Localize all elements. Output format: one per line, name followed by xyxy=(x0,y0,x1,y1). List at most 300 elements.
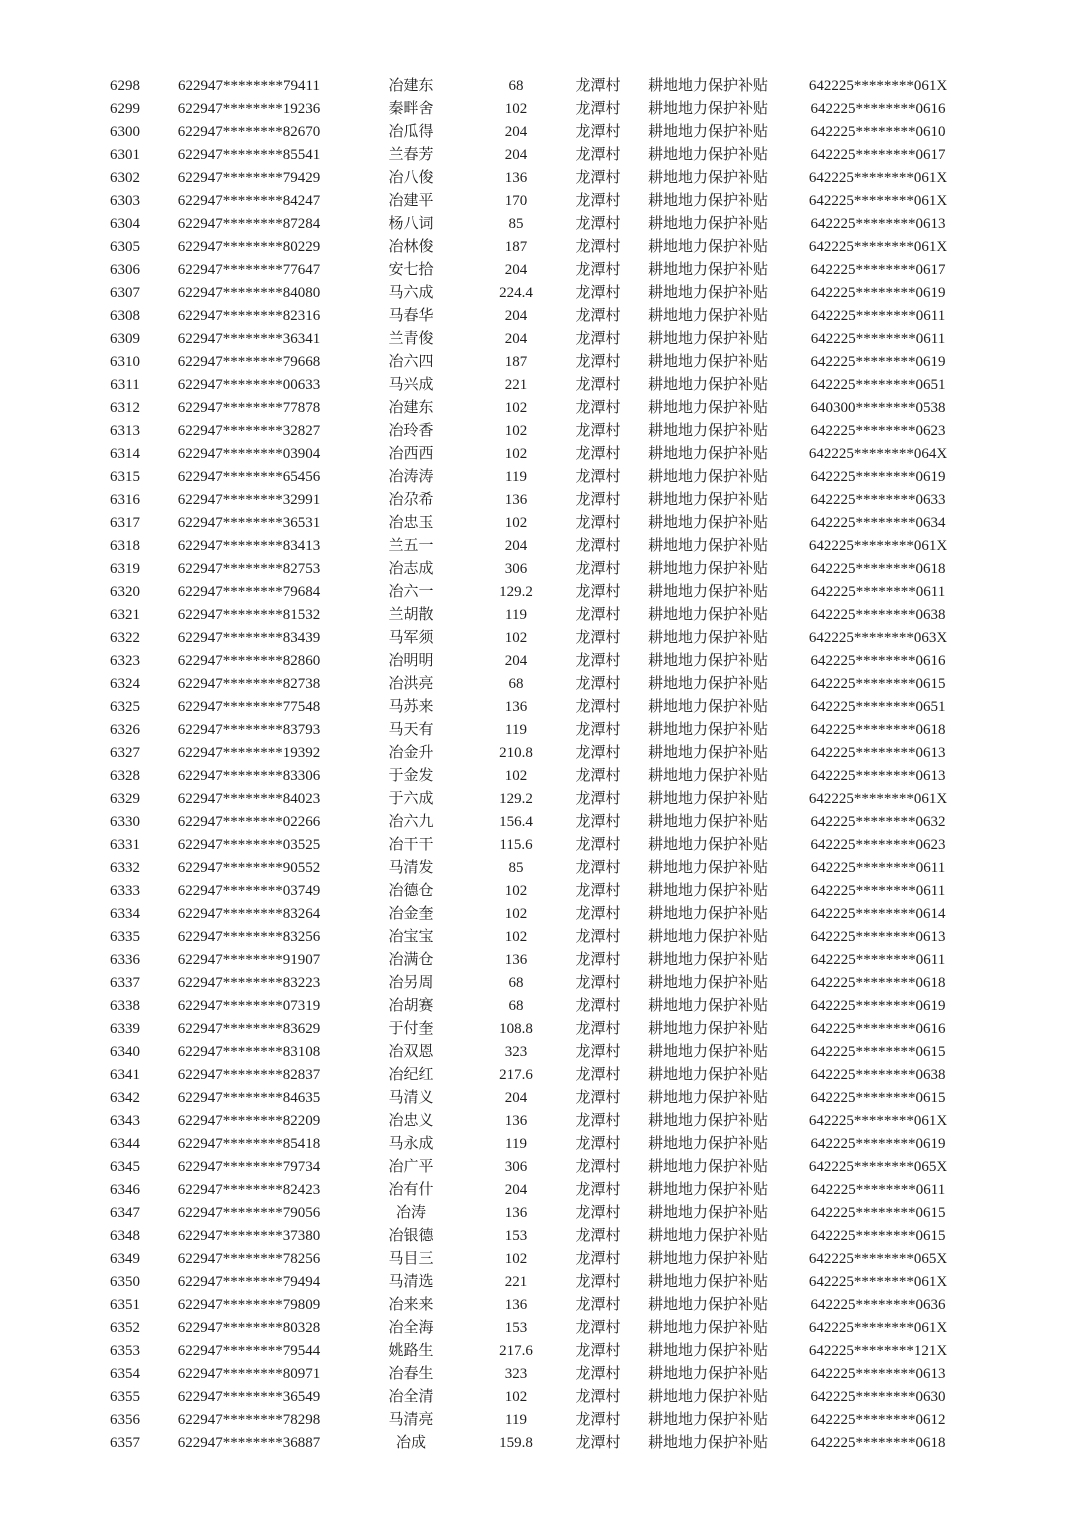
cell-village: 龙潭村 xyxy=(575,1389,621,1405)
cell-amount: 204 xyxy=(504,1090,528,1106)
cell-id-number: 642225********061X xyxy=(808,193,948,209)
table-row xyxy=(95,213,983,236)
cell-account-number: 622947********79056 xyxy=(177,1205,321,1221)
cell-village: 龙潭村 xyxy=(575,1320,621,1336)
cell-serial: 6349 xyxy=(110,1251,140,1267)
cell-name: 冶建东 xyxy=(388,400,434,416)
cell-serial: 6338 xyxy=(110,998,140,1014)
cell-serial: 6337 xyxy=(110,975,140,991)
cell-village: 龙潭村 xyxy=(575,929,621,945)
cell-account-number: 622947********82670 xyxy=(177,124,321,140)
table-row xyxy=(95,98,983,121)
cell-amount: 159.8 xyxy=(499,1435,533,1451)
cell-village: 龙潭村 xyxy=(575,883,621,899)
cell-serial: 6324 xyxy=(110,676,140,692)
cell-serial: 6346 xyxy=(110,1182,140,1198)
table-row xyxy=(95,397,983,420)
cell-serial: 6351 xyxy=(110,1297,140,1313)
cell-name: 兰青俊 xyxy=(388,331,434,347)
cell-account-number: 622947********03749 xyxy=(177,883,321,899)
table-row xyxy=(95,903,983,926)
cell-subsidy-type: 耕地地力保护补贴 xyxy=(647,929,768,945)
cell-account-number: 622947********19392 xyxy=(177,745,321,761)
cell-name: 冶六一 xyxy=(388,584,434,600)
cell-id-number: 642225********0617 xyxy=(810,147,946,163)
table-row xyxy=(95,1087,983,1110)
cell-id-number: 642225********0614 xyxy=(810,906,946,922)
cell-amount: 136 xyxy=(504,170,528,186)
cell-serial: 6313 xyxy=(110,423,140,439)
cell-account-number: 622947********84080 xyxy=(177,285,321,301)
table-row xyxy=(95,282,983,305)
cell-id-number: 642225********061X xyxy=(808,1113,948,1129)
cell-subsidy-type: 耕地地力保护补贴 xyxy=(647,768,768,784)
cell-subsidy-type: 耕地地力保护补贴 xyxy=(647,446,768,462)
cell-name: 冶六四 xyxy=(388,354,434,370)
cell-name: 冶纪红 xyxy=(388,1067,434,1083)
cell-name: 冶忠义 xyxy=(388,1113,434,1129)
cell-id-number: 642225********0630 xyxy=(810,1389,946,1405)
table-row xyxy=(95,949,983,972)
cell-amount: 68 xyxy=(508,78,524,94)
table-row xyxy=(95,1294,983,1317)
cell-account-number: 622947********78256 xyxy=(177,1251,321,1267)
cell-subsidy-type: 耕地地力保护补贴 xyxy=(647,538,768,554)
cell-id-number: 642225********0618 xyxy=(810,561,946,577)
cell-serial: 6339 xyxy=(110,1021,140,1037)
cell-subsidy-type: 耕地地力保护补贴 xyxy=(647,860,768,876)
cell-amount: 323 xyxy=(504,1366,528,1382)
cell-name: 冶涛 xyxy=(395,1205,426,1221)
cell-id-number: 642225********0615 xyxy=(810,1044,946,1060)
cell-amount: 119 xyxy=(505,469,527,485)
cell-account-number: 622947********91907 xyxy=(177,952,321,968)
table-row xyxy=(95,1363,983,1386)
subsidy-grant-table xyxy=(95,75,983,1455)
cell-account-number: 622947********03525 xyxy=(177,837,321,853)
cell-village: 龙潭村 xyxy=(575,193,621,209)
cell-account-number: 622947********36531 xyxy=(177,515,321,531)
cell-id-number: 640300********0538 xyxy=(810,400,946,416)
cell-village: 龙潭村 xyxy=(575,147,621,163)
table-row xyxy=(95,190,983,213)
cell-account-number: 622947********79734 xyxy=(177,1159,321,1175)
cell-account-number: 622947********79411 xyxy=(178,78,320,94)
table-row xyxy=(95,512,983,535)
cell-amount: 187 xyxy=(504,354,528,370)
cell-subsidy-type: 耕地地力保护补贴 xyxy=(647,1274,768,1290)
cell-name: 兰春芳 xyxy=(388,147,434,163)
cell-village: 龙潭村 xyxy=(575,722,621,738)
cell-account-number: 622947********82423 xyxy=(177,1182,321,1198)
table-row xyxy=(95,1225,983,1248)
cell-name: 于六成 xyxy=(388,791,434,807)
cell-village: 龙潭村 xyxy=(575,1435,621,1451)
cell-serial: 6356 xyxy=(110,1412,140,1428)
cell-amount: 204 xyxy=(504,308,528,324)
cell-id-number: 642225********063X xyxy=(808,630,948,646)
cell-amount: 136 xyxy=(504,492,528,508)
cell-id-number: 642225********061X xyxy=(808,239,948,255)
cell-amount: 85 xyxy=(508,216,524,232)
cell-village: 龙潭村 xyxy=(575,630,621,646)
cell-amount: 306 xyxy=(504,561,528,577)
cell-name: 冶建东 xyxy=(388,78,434,94)
cell-amount: 108.8 xyxy=(499,1021,533,1037)
cell-name: 马永成 xyxy=(388,1136,434,1152)
cell-subsidy-type: 耕地地力保护补贴 xyxy=(647,1044,768,1060)
cell-name: 冶胡赛 xyxy=(388,998,434,1014)
cell-account-number: 622947********83793 xyxy=(177,722,321,738)
cell-serial: 6341 xyxy=(110,1067,140,1083)
cell-id-number: 642225********0616 xyxy=(810,101,946,117)
cell-subsidy-type: 耕地地力保护补贴 xyxy=(647,1251,768,1267)
cell-serial: 6327 xyxy=(110,745,140,761)
cell-account-number: 622947********82738 xyxy=(177,676,321,692)
cell-account-number: 622947********36549 xyxy=(177,1389,321,1405)
cell-serial: 6305 xyxy=(110,239,140,255)
table-row xyxy=(95,880,983,903)
cell-serial: 6350 xyxy=(110,1274,140,1290)
cell-serial: 6299 xyxy=(110,101,140,117)
cell-id-number: 642225********0613 xyxy=(810,745,946,761)
cell-village: 龙潭村 xyxy=(575,78,621,94)
cell-name: 冶明明 xyxy=(388,653,434,669)
cell-serial: 6332 xyxy=(110,860,140,876)
cell-village: 龙潭村 xyxy=(575,975,621,991)
cell-id-number: 642225********061X xyxy=(808,791,948,807)
cell-subsidy-type: 耕地地力保护补贴 xyxy=(647,331,768,347)
cell-amount: 119 xyxy=(505,722,527,738)
cell-account-number: 622947********79429 xyxy=(177,170,321,186)
cell-serial: 6323 xyxy=(110,653,140,669)
cell-name: 秦畔舍 xyxy=(388,101,434,117)
cell-id-number: 642225********0613 xyxy=(810,1366,946,1382)
cell-serial: 6354 xyxy=(110,1366,140,1382)
cell-name: 冶德仓 xyxy=(388,883,434,899)
table-row xyxy=(95,1386,983,1409)
cell-id-number: 642225********0633 xyxy=(810,492,946,508)
cell-account-number: 622947********82837 xyxy=(177,1067,321,1083)
cell-subsidy-type: 耕地地力保护补贴 xyxy=(647,1412,768,1428)
table-row xyxy=(95,1340,983,1363)
cell-id-number: 642225********0611 xyxy=(810,952,946,968)
cell-id-number: 642225********065X xyxy=(808,1251,948,1267)
cell-village: 龙潭村 xyxy=(575,1343,621,1359)
cell-subsidy-type: 耕地地力保护补贴 xyxy=(647,492,768,508)
cell-id-number: 642225********0615 xyxy=(810,1228,946,1244)
cell-village: 龙潭村 xyxy=(575,101,621,117)
table-row xyxy=(95,420,983,443)
cell-account-number: 622947********07319 xyxy=(177,998,321,1014)
cell-account-number: 622947********03904 xyxy=(177,446,321,462)
cell-subsidy-type: 耕地地力保护补贴 xyxy=(647,630,768,646)
cell-subsidy-type: 耕地地力保护补贴 xyxy=(647,469,768,485)
cell-name: 于付奎 xyxy=(388,1021,434,1037)
cell-name: 冶广平 xyxy=(388,1159,434,1175)
cell-subsidy-type: 耕地地力保护补贴 xyxy=(647,1136,768,1152)
cell-serial: 6353 xyxy=(110,1343,140,1359)
cell-account-number: 622947********83108 xyxy=(177,1044,321,1060)
table-row xyxy=(95,443,983,466)
cell-subsidy-type: 耕地地力保护补贴 xyxy=(647,607,768,623)
cell-village: 龙潭村 xyxy=(575,515,621,531)
cell-amount: 102 xyxy=(504,446,528,462)
cell-account-number: 622947********79544 xyxy=(177,1343,321,1359)
cell-village: 龙潭村 xyxy=(575,170,621,186)
cell-id-number: 642225********0623 xyxy=(810,837,946,853)
cell-id-number: 642225********0619 xyxy=(810,469,946,485)
cell-subsidy-type: 耕地地力保护补贴 xyxy=(647,584,768,600)
table-row xyxy=(95,581,983,604)
cell-name: 冶忠玉 xyxy=(388,515,434,531)
cell-amount: 115.6 xyxy=(499,837,533,853)
cell-name: 冶另周 xyxy=(388,975,434,991)
table-row xyxy=(95,167,983,190)
cell-account-number: 622947********85541 xyxy=(177,147,321,163)
cell-id-number: 642225********0618 xyxy=(810,722,946,738)
cell-name: 冶玲香 xyxy=(388,423,434,439)
cell-village: 龙潭村 xyxy=(575,124,621,140)
cell-subsidy-type: 耕地地力保护补贴 xyxy=(647,193,768,209)
cell-amount: 119 xyxy=(505,1136,527,1152)
cell-name: 冶建平 xyxy=(388,193,434,209)
cell-amount: 119 xyxy=(505,607,527,623)
cell-serial: 6319 xyxy=(110,561,140,577)
cell-serial: 6334 xyxy=(110,906,140,922)
cell-serial: 6318 xyxy=(110,538,140,554)
cell-subsidy-type: 耕地地力保护补贴 xyxy=(647,377,768,393)
cell-amount: 102 xyxy=(504,423,528,439)
cell-serial: 6302 xyxy=(110,170,140,186)
cell-id-number: 642225********0616 xyxy=(810,1021,946,1037)
cell-id-number: 642225********0618 xyxy=(810,1435,946,1451)
cell-serial: 6326 xyxy=(110,722,140,738)
cell-village: 龙潭村 xyxy=(575,653,621,669)
cell-id-number: 642225********0632 xyxy=(810,814,946,830)
cell-subsidy-type: 耕地地力保护补贴 xyxy=(647,1228,768,1244)
cell-amount: 210.8 xyxy=(499,745,533,761)
cell-account-number: 622947********90552 xyxy=(177,860,321,876)
cell-account-number: 622947********37380 xyxy=(177,1228,321,1244)
cell-name: 冶银德 xyxy=(388,1228,434,1244)
cell-subsidy-type: 耕地地力保护补贴 xyxy=(647,1021,768,1037)
cell-serial: 6340 xyxy=(110,1044,140,1060)
cell-id-number: 642225********0618 xyxy=(810,975,946,991)
cell-village: 龙潭村 xyxy=(575,699,621,715)
table-row xyxy=(95,696,983,719)
cell-name: 冶满仓 xyxy=(388,952,434,968)
cell-village: 龙潭村 xyxy=(575,331,621,347)
cell-subsidy-type: 耕地地力保护补贴 xyxy=(647,78,768,94)
cell-name: 马苏来 xyxy=(388,699,434,715)
cell-amount: 102 xyxy=(504,1251,528,1267)
cell-amount: 102 xyxy=(504,1389,528,1405)
cell-id-number: 642225********061X xyxy=(808,1274,948,1290)
cell-name: 冶金奎 xyxy=(388,906,434,922)
cell-account-number: 622947********36887 xyxy=(177,1435,321,1451)
table-row xyxy=(95,742,983,765)
cell-village: 龙潭村 xyxy=(575,1136,621,1152)
cell-serial: 6317 xyxy=(110,515,140,531)
cell-id-number: 642225********065X xyxy=(808,1159,948,1175)
cell-name: 冶涛涛 xyxy=(388,469,434,485)
table-row xyxy=(95,995,983,1018)
cell-subsidy-type: 耕地地力保护补贴 xyxy=(647,1159,768,1175)
cell-serial: 6336 xyxy=(110,952,140,968)
cell-village: 龙潭村 xyxy=(575,538,621,554)
table-row xyxy=(95,1409,983,1432)
table-row xyxy=(95,1432,983,1455)
table-row xyxy=(95,1202,983,1225)
table-row xyxy=(95,236,983,259)
cell-name: 冶来来 xyxy=(388,1297,434,1313)
cell-name: 冶有什 xyxy=(388,1182,434,1198)
cell-name: 马兴成 xyxy=(388,377,434,393)
cell-subsidy-type: 耕地地力保护补贴 xyxy=(647,883,768,899)
cell-serial: 6330 xyxy=(110,814,140,830)
cell-serial: 6298 xyxy=(110,78,140,94)
cell-amount: 217.6 xyxy=(499,1343,533,1359)
cell-account-number: 622947********82753 xyxy=(177,561,321,577)
cell-id-number: 642225********0615 xyxy=(810,1090,946,1106)
cell-name: 姚路生 xyxy=(388,1343,434,1359)
cell-amount: 102 xyxy=(504,630,528,646)
table-row xyxy=(95,1271,983,1294)
cell-name: 冶志成 xyxy=(388,561,434,577)
cell-amount: 204 xyxy=(504,1182,528,1198)
cell-id-number: 642225********0619 xyxy=(810,354,946,370)
cell-name: 兰五一 xyxy=(388,538,434,554)
cell-subsidy-type: 耕地地力保护补贴 xyxy=(647,400,768,416)
cell-subsidy-type: 耕地地力保护补贴 xyxy=(647,561,768,577)
cell-village: 龙潭村 xyxy=(575,1228,621,1244)
cell-name: 冶西西 xyxy=(388,446,434,462)
table-row xyxy=(95,374,983,397)
cell-id-number: 642225********0611 xyxy=(810,331,946,347)
cell-serial: 6345 xyxy=(110,1159,140,1175)
cell-village: 龙潭村 xyxy=(575,584,621,600)
cell-village: 龙潭村 xyxy=(575,1274,621,1290)
cell-name: 冶金升 xyxy=(388,745,434,761)
cell-subsidy-type: 耕地地力保护补贴 xyxy=(647,1090,768,1106)
cell-subsidy-type: 耕地地力保护补贴 xyxy=(647,791,768,807)
table-row xyxy=(95,1018,983,1041)
cell-account-number: 622947********84247 xyxy=(177,193,321,209)
cell-amount: 323 xyxy=(504,1044,528,1060)
cell-amount: 102 xyxy=(504,906,528,922)
cell-account-number: 622947********77878 xyxy=(177,400,321,416)
cell-name: 马天有 xyxy=(388,722,434,738)
cell-name: 马六成 xyxy=(388,285,434,301)
cell-account-number: 622947********83223 xyxy=(177,975,321,991)
table-row xyxy=(95,972,983,995)
cell-subsidy-type: 耕地地力保护补贴 xyxy=(647,1435,768,1451)
cell-account-number: 622947********82209 xyxy=(177,1113,321,1129)
cell-name: 杨八词 xyxy=(388,216,434,232)
cell-name: 冶林俊 xyxy=(388,239,434,255)
cell-id-number: 642225********0636 xyxy=(810,1297,946,1313)
cell-name: 马清选 xyxy=(388,1274,434,1290)
cell-account-number: 622947********80229 xyxy=(177,239,321,255)
cell-amount: 136 xyxy=(504,699,528,715)
cell-account-number: 622947********83413 xyxy=(177,538,321,554)
table-row xyxy=(95,719,983,742)
cell-serial: 6357 xyxy=(110,1435,140,1451)
cell-name: 冶双恩 xyxy=(388,1044,434,1060)
table-row xyxy=(95,121,983,144)
cell-subsidy-type: 耕地地力保护补贴 xyxy=(647,975,768,991)
cell-subsidy-type: 耕地地力保护补贴 xyxy=(647,837,768,853)
cell-serial: 6331 xyxy=(110,837,140,853)
cell-id-number: 642225********061X xyxy=(808,1320,948,1336)
cell-amount: 217.6 xyxy=(499,1067,533,1083)
cell-id-number: 642225********0613 xyxy=(810,216,946,232)
cell-amount: 204 xyxy=(504,538,528,554)
cell-id-number: 642225********0615 xyxy=(810,676,946,692)
cell-village: 龙潭村 xyxy=(575,354,621,370)
cell-account-number: 622947********79809 xyxy=(177,1297,321,1313)
cell-village: 龙潭村 xyxy=(575,1412,621,1428)
cell-village: 龙潭村 xyxy=(575,446,621,462)
cell-subsidy-type: 耕地地力保护补贴 xyxy=(647,285,768,301)
cell-village: 龙潭村 xyxy=(575,607,621,623)
cell-village: 龙潭村 xyxy=(575,469,621,485)
table-row xyxy=(95,1248,983,1271)
cell-amount: 68 xyxy=(508,998,524,1014)
cell-village: 龙潭村 xyxy=(575,768,621,784)
cell-serial: 6348 xyxy=(110,1228,140,1244)
cell-id-number: 642225********0651 xyxy=(810,699,946,715)
cell-subsidy-type: 耕地地力保护补贴 xyxy=(647,262,768,278)
table-row xyxy=(95,1133,983,1156)
cell-subsidy-type: 耕地地力保护补贴 xyxy=(647,1343,768,1359)
cell-name: 冶干干 xyxy=(388,837,434,853)
cell-account-number: 622947********80328 xyxy=(177,1320,321,1336)
cell-serial: 6347 xyxy=(110,1205,140,1221)
cell-serial: 6333 xyxy=(110,883,140,899)
cell-subsidy-type: 耕地地力保护补贴 xyxy=(647,515,768,531)
cell-subsidy-type: 耕地地力保护补贴 xyxy=(647,906,768,922)
table-row xyxy=(95,259,983,282)
cell-subsidy-type: 耕地地力保护补贴 xyxy=(647,308,768,324)
cell-serial: 6304 xyxy=(110,216,140,232)
cell-id-number: 642225********121X xyxy=(808,1343,948,1359)
cell-amount: 102 xyxy=(504,515,528,531)
cell-id-number: 642225********0611 xyxy=(810,1182,946,1198)
cell-subsidy-type: 耕地地力保护补贴 xyxy=(647,998,768,1014)
cell-village: 龙潭村 xyxy=(575,1090,621,1106)
cell-amount: 85 xyxy=(508,860,524,876)
cell-subsidy-type: 耕地地力保护补贴 xyxy=(647,1182,768,1198)
cell-id-number: 642225********0651 xyxy=(810,377,946,393)
cell-name: 冶宝宝 xyxy=(388,929,434,945)
cell-subsidy-type: 耕地地力保护补贴 xyxy=(647,814,768,830)
cell-amount: 306 xyxy=(504,1159,528,1175)
cell-account-number: 622947********78298 xyxy=(177,1412,321,1428)
cell-amount: 136 xyxy=(504,1297,528,1313)
cell-subsidy-type: 耕地地力保护补贴 xyxy=(647,745,768,761)
cell-account-number: 622947********84635 xyxy=(177,1090,321,1106)
cell-serial: 6308 xyxy=(110,308,140,324)
cell-amount: 129.2 xyxy=(499,584,533,600)
cell-village: 龙潭村 xyxy=(575,791,621,807)
cell-subsidy-type: 耕地地力保护补贴 xyxy=(647,653,768,669)
cell-subsidy-type: 耕地地力保护补贴 xyxy=(647,1297,768,1313)
cell-serial: 6335 xyxy=(110,929,140,945)
cell-serial: 6320 xyxy=(110,584,140,600)
cell-village: 龙潭村 xyxy=(575,745,621,761)
